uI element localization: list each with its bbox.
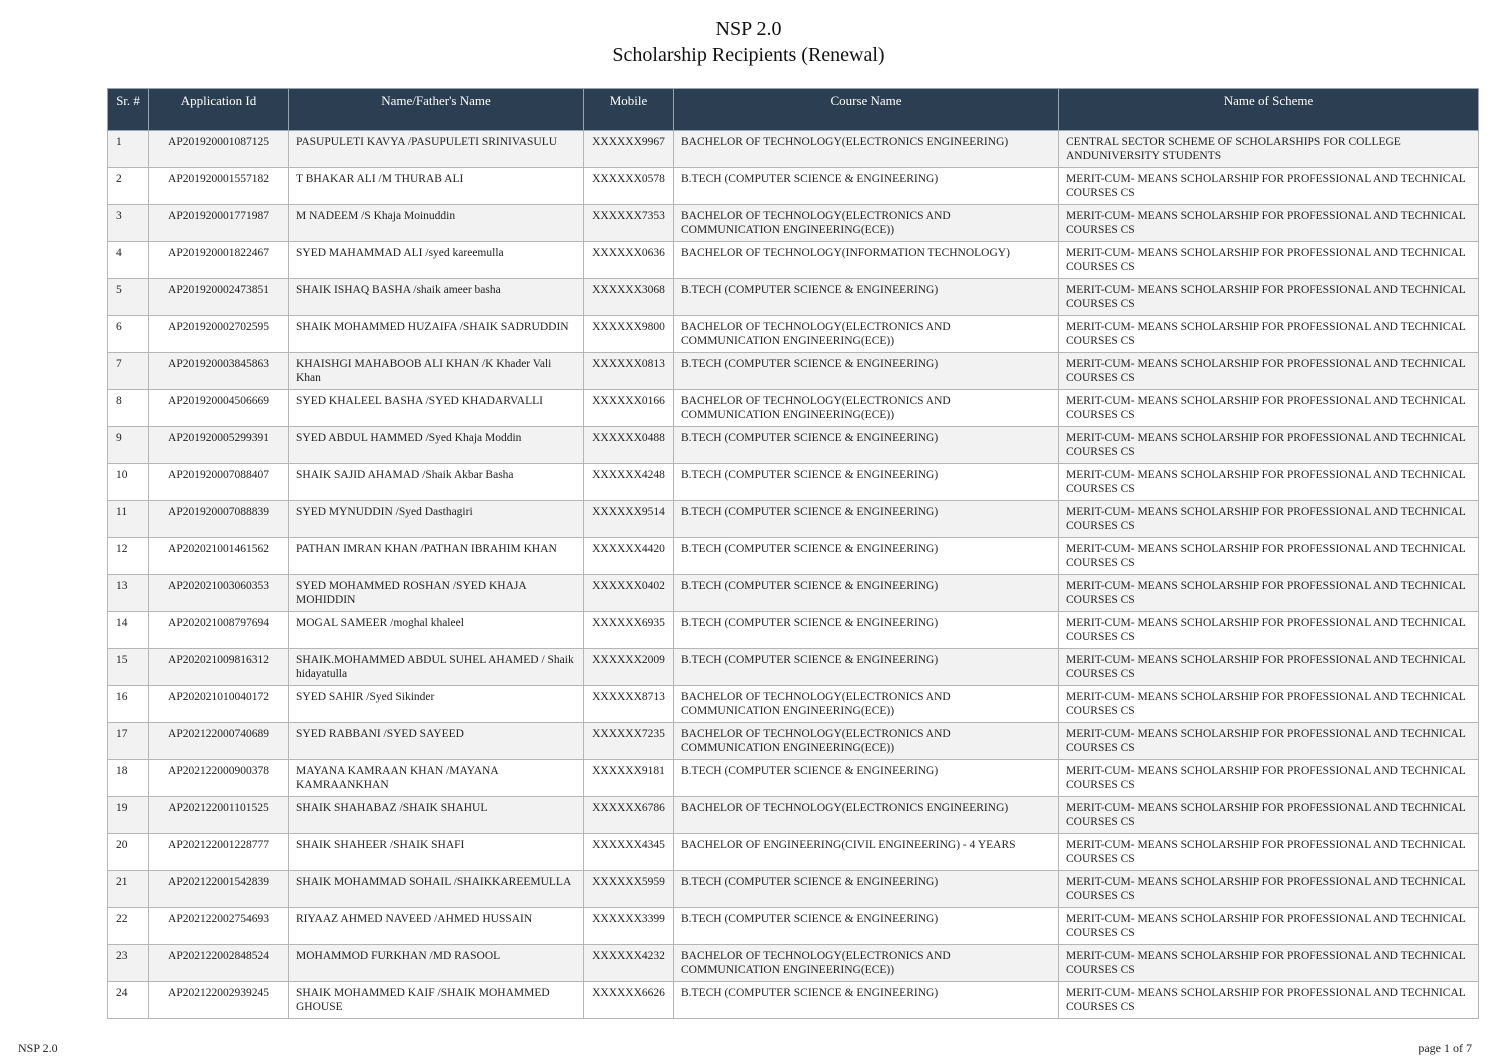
scheme-cell: MERIT-CUM- MEANS SCHOLARSHIP FOR PROFESSIONAL AND TECHNICAL COURSES CS [1059,760,1479,797]
name-cell: SYED ABDUL HAMMED /Syed Khaja Moddin [289,427,584,464]
course-cell: B.TECH (COMPUTER SCIENCE & ENGINEERING) [674,982,1059,1019]
application-id-cell: AP201920001822467 [149,242,289,279]
table-row [108,612,1479,649]
course-cell: B.TECH (COMPUTER SCIENCE & ENGINEERING) [674,649,1059,686]
application-id-cell: AP202122001542839 [149,871,289,908]
scheme-cell: MERIT-CUM- MEANS SCHOLARSHIP FOR PROFESSIONAL AND TECHNICAL COURSES CS [1059,464,1479,501]
table-row [108,834,1479,871]
course-cell: B.TECH (COMPUTER SCIENCE & ENGINEERING) [674,612,1059,649]
mobile-cell: XXXXXX4345 [584,834,674,871]
table-row [108,316,1479,353]
sr-cell: 8 [108,390,149,427]
table-row [108,205,1479,242]
application-id-cell: AP202021001461562 [149,538,289,575]
course-cell: B.TECH (COMPUTER SCIENCE & ENGINEERING) [674,575,1059,612]
sr-cell: 17 [108,723,149,760]
sr-cell: 19 [108,797,149,834]
course-cell: BACHELOR OF TECHNOLOGY(INFORMATION TECHNOLOGY) [674,242,1059,279]
mobile-cell: XXXXXX0166 [584,390,674,427]
course-cell: B.TECH (COMPUTER SCIENCE & ENGINEERING) [674,427,1059,464]
application-id-cell: AP202021010040172 [149,686,289,723]
name-cell: MAYANA KAMRAAN KHAN /MAYANA KAMRAANKHAN [289,760,584,797]
table-row [108,908,1479,945]
scheme-cell: MERIT-CUM- MEANS SCHOLARSHIP FOR PROFESSIONAL AND TECHNICAL COURSES CS [1059,871,1479,908]
application-id-cell: AP202122001101525 [149,797,289,834]
mobile-cell: XXXXXX9514 [584,501,674,538]
application-id-cell: AP202122002848524 [149,945,289,982]
scheme-cell: MERIT-CUM- MEANS SCHOLARSHIP FOR PROFESSIONAL AND TECHNICAL COURSES CS [1059,797,1479,834]
scheme-cell: MERIT-CUM- MEANS SCHOLARSHIP FOR PROFESSIONAL AND TECHNICAL COURSES CS [1059,575,1479,612]
course-cell: B.TECH (COMPUTER SCIENCE & ENGINEERING) [674,538,1059,575]
name-cell: SYED RABBANI /SYED SAYEED [289,723,584,760]
sr-cell: 11 [108,501,149,538]
mobile-cell: XXXXXX6786 [584,797,674,834]
scheme-cell: MERIT-CUM- MEANS SCHOLARSHIP FOR PROFESSIONAL AND TECHNICAL COURSES CS [1059,242,1479,279]
course-cell: BACHELOR OF TECHNOLOGY(ELECTRONICS AND COMMUNICATION ENGINEERING(ECE)) [674,390,1059,427]
course-cell: B.TECH (COMPUTER SCIENCE & ENGINEERING) [674,760,1059,797]
application-id-cell: AP202122000740689 [149,723,289,760]
name-cell: T BHAKAR ALI /M THURAB ALI [289,168,584,205]
application-id-cell: AP202122000900378 [149,760,289,797]
course-cell: BACHELOR OF TECHNOLOGY(ELECTRONICS AND COMMUNICATION ENGINEERING(ECE)) [674,686,1059,723]
table-row [108,390,1479,427]
course-cell: B.TECH (COMPUTER SCIENCE & ENGINEERING) [674,353,1059,390]
table-row [108,575,1479,612]
name-cell: MOGAL SAMEER /moghal khaleel [289,612,584,649]
scheme-cell: MERIT-CUM- MEANS SCHOLARSHIP FOR PROFESSIONAL AND TECHNICAL COURSES CS [1059,353,1479,390]
table-body [108,131,1479,1019]
course-cell: B.TECH (COMPUTER SCIENCE & ENGINEERING) [674,871,1059,908]
table-row [108,501,1479,538]
course-cell: BACHELOR OF TECHNOLOGY(ELECTRONICS AND COMMUNICATION ENGINEERING(ECE)) [674,723,1059,760]
mobile-cell: XXXXXX0578 [584,168,674,205]
name-cell: PASUPULETI KAVYA /PASUPULETI SRINIVASULU [289,131,584,168]
table-header-row [108,89,1479,131]
scheme-cell: MERIT-CUM- MEANS SCHOLARSHIP FOR PROFESSIONAL AND TECHNICAL COURSES CS [1059,279,1479,316]
sr-cell: 2 [108,168,149,205]
application-id-cell: AP202122002754693 [149,908,289,945]
table-row [108,760,1479,797]
document-title: NSP 2.0 [715,18,782,40]
course-cell: B.TECH (COMPUTER SCIENCE & ENGINEERING) [674,279,1059,316]
sr-cell: 3 [108,205,149,242]
table-row [108,871,1479,908]
page-number: page 1 of 7 [1418,1041,1472,1055]
scheme-cell: MERIT-CUM- MEANS SCHOLARSHIP FOR PROFESSIONAL AND TECHNICAL COURSES CS [1059,649,1479,686]
sr-cell: 22 [108,908,149,945]
column-header-name: Name/Father's Name [289,89,584,131]
mobile-cell: XXXXXX5959 [584,871,674,908]
sr-cell: 24 [108,982,149,1019]
sr-cell: 13 [108,575,149,612]
table-row [108,353,1479,390]
sr-cell: 9 [108,427,149,464]
sr-cell: 6 [108,316,149,353]
course-cell: BACHELOR OF ENGINEERING(CIVIL ENGINEERING) - 4 YEARS [674,834,1059,871]
application-id-cell: AP201920002702595 [149,316,289,353]
application-id-cell: AP201920005299391 [149,427,289,464]
mobile-cell: XXXXXX9967 [584,131,674,168]
table-row [108,427,1479,464]
name-cell: MOHAMMOD FURKHAN /MD RASOOL [289,945,584,982]
column-header-course: Course Name [674,89,1059,131]
sr-cell: 7 [108,353,149,390]
document-subtitle: Scholarship Recipients (Renewal) [612,44,885,66]
name-cell: KHAISHGI MAHABOOB ALI KHAN /K Khader Vali Khan [289,353,584,390]
mobile-cell: XXXXXX0402 [584,575,674,612]
application-id-cell: AP202021009816312 [149,649,289,686]
name-cell: SYED SAHIR /Syed Sikinder [289,686,584,723]
name-cell: SYED KHALEEL BASHA /SYED KHADARVALLI [289,390,584,427]
scheme-cell: MERIT-CUM- MEANS SCHOLARSHIP FOR PROFESSIONAL AND TECHNICAL COURSES CS [1059,205,1479,242]
scheme-cell: MERIT-CUM- MEANS SCHOLARSHIP FOR PROFESSIONAL AND TECHNICAL COURSES CS [1059,538,1479,575]
name-cell: SHAIK MOHAMMED KAIF /SHAIK MOHAMMED GHOUSE [289,982,584,1019]
name-cell: SHAIK MOHAMMAD SOHAIL /SHAIKKAREEMULLA [289,871,584,908]
scheme-cell: MERIT-CUM- MEANS SCHOLARSHIP FOR PROFESSIONAL AND TECHNICAL COURSES CS [1059,834,1479,871]
sr-cell: 18 [108,760,149,797]
scheme-cell: MERIT-CUM- MEANS SCHOLARSHIP FOR PROFESSIONAL AND TECHNICAL COURSES CS [1059,612,1479,649]
mobile-cell: XXXXXX9181 [584,760,674,797]
name-cell: SHAIK ISHAQ BASHA /shaik ameer basha [289,279,584,316]
scheme-cell: MERIT-CUM- MEANS SCHOLARSHIP FOR PROFESSIONAL AND TECHNICAL COURSES CS [1059,501,1479,538]
name-cell: SHAIK.MOHAMMED ABDUL SUHEL AHAMED / Shaik hidayatulla [289,649,584,686]
scheme-cell: MERIT-CUM- MEANS SCHOLARSHIP FOR PROFESSIONAL AND TECHNICAL COURSES CS [1059,982,1479,1019]
footer-left: NSP 2.0 [18,1041,58,1055]
name-cell: SHAIK SHAHEER /SHAIK SHAFI [289,834,584,871]
application-id-cell: AP201920007088839 [149,501,289,538]
course-cell: BACHELOR OF TECHNOLOGY(ELECTRONICS AND COMMUNICATION ENGINEERING(ECE)) [674,316,1059,353]
scheme-cell: MERIT-CUM- MEANS SCHOLARSHIP FOR PROFESSIONAL AND TECHNICAL COURSES CS [1059,390,1479,427]
name-cell: RIYAAZ AHMED NAVEED /AHMED HUSSAIN [289,908,584,945]
course-cell: BACHELOR OF TECHNOLOGY(ELECTRONICS ENGINEERING) [674,131,1059,168]
scheme-cell: MERIT-CUM- MEANS SCHOLARSHIP FOR PROFESSIONAL AND TECHNICAL COURSES CS [1059,316,1479,353]
mobile-cell: XXXXXX3068 [584,279,674,316]
application-id-cell: AP202122002939245 [149,982,289,1019]
application-id-cell: AP201920004506669 [149,390,289,427]
table-row [108,945,1479,982]
name-cell: SHAIK MOHAMMED HUZAIFA /SHAIK SADRUDDIN [289,316,584,353]
name-cell: SHAIK SAJID AHAMAD /Shaik Akbar Basha [289,464,584,501]
table-row [108,686,1479,723]
course-cell: B.TECH (COMPUTER SCIENCE & ENGINEERING) [674,501,1059,538]
table-row [108,649,1479,686]
application-id-cell: AP201920002473851 [149,279,289,316]
mobile-cell: XXXXXX4248 [584,464,674,501]
application-id-cell: AP201920001771987 [149,205,289,242]
course-cell: B.TECH (COMPUTER SCIENCE & ENGINEERING) [674,464,1059,501]
name-cell: SHAIK SHAHABAZ /SHAIK SHAHUL [289,797,584,834]
sr-cell: 5 [108,279,149,316]
table-row [108,168,1479,205]
mobile-cell: XXXXXX6935 [584,612,674,649]
column-header-sr: Sr. # [108,89,149,131]
table-row [108,538,1479,575]
mobile-cell: XXXXXX7353 [584,205,674,242]
sr-cell: 23 [108,945,149,982]
sr-cell: 20 [108,834,149,871]
column-header-application-id: Application Id [149,89,289,131]
column-header-scheme: Name of Scheme [1059,89,1479,131]
name-cell: PATHAN IMRAN KHAN /PATHAN IBRAHIM KHAN [289,538,584,575]
mobile-cell: XXXXXX3399 [584,908,674,945]
course-cell: BACHELOR OF TECHNOLOGY(ELECTRONICS ENGINEERING) [674,797,1059,834]
scheme-cell: MERIT-CUM- MEANS SCHOLARSHIP FOR PROFESSIONAL AND TECHNICAL COURSES CS [1059,945,1479,982]
sr-cell: 10 [108,464,149,501]
course-cell: BACHELOR OF TECHNOLOGY(ELECTRONICS AND COMMUNICATION ENGINEERING(ECE)) [674,945,1059,982]
course-cell: B.TECH (COMPUTER SCIENCE & ENGINEERING) [674,168,1059,205]
scheme-cell: CENTRAL SECTOR SCHEME OF SCHOLARSHIPS FOR COLLEGE ANDUNIVERSITY STUDENTS [1059,131,1479,168]
name-cell: SYED MYNUDDIN /Syed Dasthagiri [289,501,584,538]
sr-cell: 16 [108,686,149,723]
mobile-cell: XXXXXX0636 [584,242,674,279]
mobile-cell: XXXXXX4232 [584,945,674,982]
course-cell: BACHELOR OF TECHNOLOGY(ELECTRONICS AND COMMUNICATION ENGINEERING(ECE)) [674,205,1059,242]
application-id-cell: AP201920001557182 [149,168,289,205]
mobile-cell: XXXXXX0813 [584,353,674,390]
mobile-cell: XXXXXX2009 [584,649,674,686]
mobile-cell: XXXXXX9800 [584,316,674,353]
table-row [108,982,1479,1019]
sr-cell: 14 [108,612,149,649]
table-row [108,723,1479,760]
scheme-cell: MERIT-CUM- MEANS SCHOLARSHIP FOR PROFESSIONAL AND TECHNICAL COURSES CS [1059,686,1479,723]
sr-cell: 4 [108,242,149,279]
application-id-cell: AP202122001228777 [149,834,289,871]
application-id-cell: AP202021008797694 [149,612,289,649]
mobile-cell: XXXXXX0488 [584,427,674,464]
sr-cell: 12 [108,538,149,575]
table-row [108,797,1479,834]
name-cell: SYED MAHAMMAD ALI /syed kareemulla [289,242,584,279]
application-id-cell: AP201920003845863 [149,353,289,390]
mobile-cell: XXXXXX8713 [584,686,674,723]
mobile-cell: XXXXXX4420 [584,538,674,575]
scheme-cell: MERIT-CUM- MEANS SCHOLARSHIP FOR PROFESSIONAL AND TECHNICAL COURSES CS [1059,908,1479,945]
application-id-cell: AP202021003060353 [149,575,289,612]
application-id-cell: AP201920001087125 [149,131,289,168]
name-cell: SYED MOHAMMED ROSHAN /SYED KHAJA MOHIDDIN [289,575,584,612]
scheme-cell: MERIT-CUM- MEANS SCHOLARSHIP FOR PROFESSIONAL AND TECHNICAL COURSES CS [1059,427,1479,464]
scheme-cell: MERIT-CUM- MEANS SCHOLARSHIP FOR PROFESSIONAL AND TECHNICAL COURSES CS [1059,723,1479,760]
sr-cell: 15 [108,649,149,686]
application-id-cell: AP201920007088407 [149,464,289,501]
sr-cell: 1 [108,131,149,168]
mobile-cell: XXXXXX6626 [584,982,674,1019]
table-row [108,242,1479,279]
course-cell: B.TECH (COMPUTER SCIENCE & ENGINEERING) [674,908,1059,945]
recipients-table [107,88,1479,1019]
sr-cell: 21 [108,871,149,908]
table-row [108,131,1479,168]
name-cell: M NADEEM /S Khaja Moinuddin [289,205,584,242]
column-header-mobile: Mobile [584,89,674,131]
scheme-cell: MERIT-CUM- MEANS SCHOLARSHIP FOR PROFESSIONAL AND TECHNICAL COURSES CS [1059,168,1479,205]
mobile-cell: XXXXXX7235 [584,723,674,760]
table-row [108,279,1479,316]
table-row [108,464,1479,501]
